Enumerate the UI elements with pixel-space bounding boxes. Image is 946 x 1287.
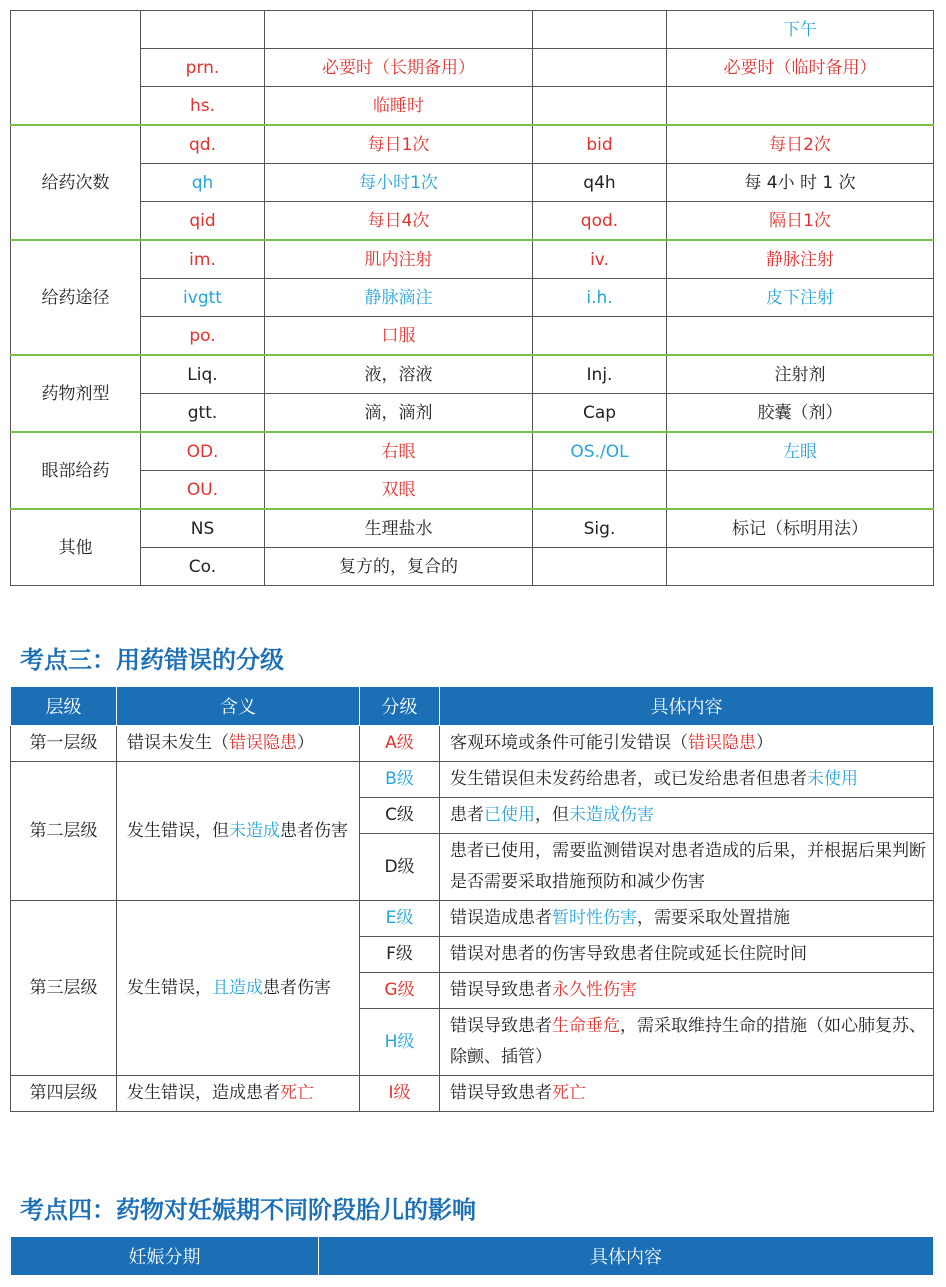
abbr-cell: OS./OL	[533, 432, 667, 471]
grade-cell: I级	[360, 1076, 440, 1112]
table-row	[11, 762, 934, 798]
meaning-cell: 复方的，复合的	[265, 548, 533, 586]
meaning-cell: 每日2次	[667, 125, 934, 164]
detail-cell: 发生错误但未发药给患者，或已发给患者但患者未使用	[440, 762, 934, 798]
detail-cell: 错误对患者的伤害导致患者住院或延长住院时间	[440, 937, 934, 973]
table-row	[11, 164, 934, 202]
meaning-cell: 发生错误，造成患者死亡	[117, 1076, 360, 1112]
table-row	[11, 509, 934, 548]
grade-cell: H级	[360, 1009, 440, 1076]
meaning-cell: 每日4次	[265, 202, 533, 241]
meaning-cell: 肌内注射	[265, 240, 533, 279]
meaning-cell: 注射剂	[667, 355, 934, 394]
abbr-cell: Inj.	[533, 355, 667, 394]
abbr-cell: Cap	[533, 394, 667, 433]
abbreviation-table	[10, 10, 934, 586]
abbr-cell: OD.	[141, 432, 265, 471]
abbr-cell: OU.	[141, 471, 265, 510]
table-row	[11, 548, 934, 586]
meaning-cell	[667, 87, 934, 126]
meaning-cell	[667, 471, 934, 510]
table-row	[11, 471, 934, 510]
meaning-cell: 左眼	[667, 432, 934, 471]
meaning-cell: 口服	[265, 317, 533, 356]
header-grade: 分级	[360, 687, 440, 726]
meaning-cell: 发生错误，但未造成患者伤害	[117, 762, 360, 901]
meaning-cell: 每日1次	[265, 125, 533, 164]
meaning-cell: 皮下注射	[667, 279, 934, 317]
meaning-cell: 标记（标明用法）	[667, 509, 934, 548]
meaning-cell: 临睡时	[265, 87, 533, 126]
table-row	[11, 901, 934, 937]
abbr-cell: qd.	[141, 125, 265, 164]
abbr-cell	[533, 11, 667, 49]
grade-cell: D级	[360, 834, 440, 901]
abbr-cell: NS	[141, 509, 265, 548]
abbr-cell	[533, 49, 667, 87]
grade-cell: C级	[360, 798, 440, 834]
pregnancy-table	[10, 1236, 934, 1276]
detail-cell: 患者已使用，需要监测错误对患者造成的后果，并根据后果判断是否需要采取措施预防和减少伤害	[440, 834, 934, 901]
meaning-cell: 必要时（长期备用）	[265, 49, 533, 87]
meaning-cell: 双眼	[265, 471, 533, 510]
abbr-cell	[533, 471, 667, 510]
meaning-cell: 生理盐水	[265, 509, 533, 548]
meaning-cell: 滴，滴剂	[265, 394, 533, 433]
meaning-cell: 隔日1次	[667, 202, 934, 241]
detail-cell: 患者已使用，但未造成伤害	[440, 798, 934, 834]
meaning-cell	[667, 317, 934, 356]
meaning-cell: 必要时（临时备用）	[667, 49, 934, 87]
grade-cell: B级	[360, 762, 440, 798]
meaning-cell: 每 4小 时 1 次	[667, 164, 934, 202]
grade-cell: A级	[360, 726, 440, 762]
grade-cell: G级	[360, 973, 440, 1009]
meaning-cell: 每小时1次	[265, 164, 533, 202]
abbr-cell: qh	[141, 164, 265, 202]
table-row	[11, 11, 934, 49]
table-header-row	[11, 687, 934, 726]
table-row	[11, 125, 934, 164]
meaning-cell	[265, 11, 533, 49]
level-cell: 第一层级	[11, 726, 117, 762]
meaning-cell: 发生错误，且造成患者伤害	[117, 901, 360, 1076]
group-label: 给药途径	[11, 240, 141, 355]
section4-title: 考点四：药物对妊娠期不同阶段胎儿的影响	[20, 1196, 476, 1224]
abbr-cell	[141, 11, 265, 49]
detail-cell: 错误导致患者永久性伤害	[440, 973, 934, 1009]
detail-cell: 客观环境或条件可能引发错误（错误隐患）	[440, 726, 934, 762]
table-row	[11, 355, 934, 394]
table-row	[11, 394, 934, 433]
header-meaning: 含义	[117, 687, 360, 726]
abbr-cell: Liq.	[141, 355, 265, 394]
header-level: 层级	[11, 687, 117, 726]
meaning-cell: 胶囊（剂）	[667, 394, 934, 433]
meaning-cell: 错误未发生（错误隐患）	[117, 726, 360, 762]
level-cell: 第二层级	[11, 762, 117, 901]
abbr-cell: im.	[141, 240, 265, 279]
group-label: 其他	[11, 509, 141, 586]
group-label: 眼部给药	[11, 432, 141, 509]
meaning-cell: 静脉滴注	[265, 279, 533, 317]
meaning-cell: 液，溶液	[265, 355, 533, 394]
abbr-cell: Co.	[141, 548, 265, 586]
header-detail: 具体内容	[440, 687, 934, 726]
table-row	[11, 49, 934, 87]
grade-cell: F级	[360, 937, 440, 973]
table-row	[11, 202, 934, 241]
group-cell	[11, 11, 141, 126]
level-cell: 第三层级	[11, 901, 117, 1076]
abbr-cell: iv.	[533, 240, 667, 279]
detail-cell: 错误造成患者暂时性伤害，需要采取处置措施	[440, 901, 934, 937]
abbr-cell: po.	[141, 317, 265, 356]
abbr-cell: ivgtt	[141, 279, 265, 317]
abbr-cell: qid	[141, 202, 265, 241]
abbr-cell: Sig.	[533, 509, 667, 548]
group-label: 药物剂型	[11, 355, 141, 432]
section3-title: 考点三：用药错误的分级	[20, 646, 284, 674]
table-row	[11, 726, 934, 762]
table-row	[11, 317, 934, 356]
table-row	[11, 432, 934, 471]
table-row	[11, 87, 934, 126]
detail-cell: 错误导致患者生命垂危，需采取维持生命的措施（如心肺复苏、除颤、插管）	[440, 1009, 934, 1076]
meaning-cell	[667, 548, 934, 586]
meaning-cell: 静脉注射	[667, 240, 934, 279]
table-row	[11, 279, 934, 317]
detail-cell: 错误导致患者死亡	[440, 1076, 934, 1112]
header-detail: 具体内容	[319, 1237, 934, 1276]
abbr-cell	[533, 317, 667, 356]
abbr-cell: gtt.	[141, 394, 265, 433]
abbr-cell: i.h.	[533, 279, 667, 317]
header-pregnancy-stage: 妊娠分期	[11, 1237, 319, 1276]
abbr-cell	[533, 87, 667, 126]
abbr-cell: hs.	[141, 87, 265, 126]
abbr-cell	[533, 548, 667, 586]
abbr-cell: qod.	[533, 202, 667, 241]
table-header-row	[11, 1237, 934, 1276]
table-row	[11, 240, 934, 279]
grade-cell: E级	[360, 901, 440, 937]
level-cell: 第四层级	[11, 1076, 117, 1112]
meaning-cell: 右眼	[265, 432, 533, 471]
meaning-cell: 下午	[667, 11, 934, 49]
abbr-cell: prn.	[141, 49, 265, 87]
table-row	[11, 1076, 934, 1112]
abbr-cell: q4h	[533, 164, 667, 202]
medication-error-table	[10, 686, 934, 1112]
group-label: 给药次数	[11, 125, 141, 240]
abbr-cell: bid	[533, 125, 667, 164]
